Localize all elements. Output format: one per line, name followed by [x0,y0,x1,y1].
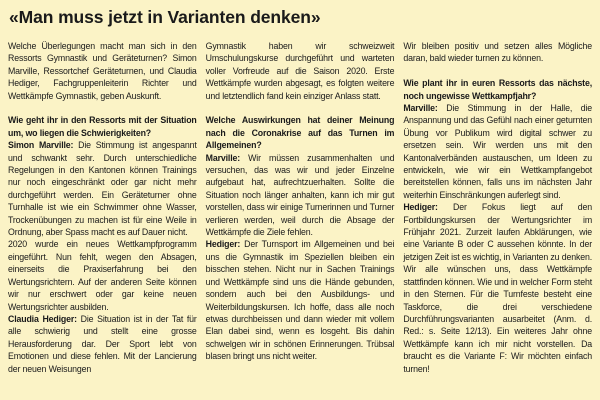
answer-text: Die Situation ist in der Tat für alle schwierig und stellt eine grosse Herausforderung dar. Der Sport lebt von Emotionen und diese fehlen. Mit der Lancierung der neuen Weisungen [8,313,197,374]
speaker-label: Marville: [205,152,241,163]
answer-4 [206,238,395,362]
answer-1-continued: 2020 wurde ein neues Wettkampfprogramm eingeführt. Nun fehlt, wegen den Absagen, einerseits die Praxiserfahrung bei den Wertungsrichtern. Auf der anderen Seite können wir nur erschwert oder gar keine neuen Wertungsrichter ausbilden. [8,239,197,312]
article-headline: «Man muss jetzt in Varianten denken» [9,7,321,27]
question-1: Wie geht ihr in den Ressorts mit der Situation um, wo liegen die Schwierigkeiten? [8,115,197,138]
column-1 [8,40,197,375]
continued-paragraph: Wir bleiben positiv und setzen alles Mögliche daran, bald wieder turnen zu können. [403,41,593,64]
intro-paragraph: Welche Überlegungen macht man sich in den Ressorts Gymnastik und Geräteturnen? Simon Marville, Ressortchef Geräteturnen, und Claudia Hediger, Fachgruppenleiterin Richter und Wettkämpfe Gymnastik, geben Auskunft. [8,41,197,101]
article-columns [8,40,592,375]
answer-2 [8,313,197,375]
answer-text: Die Stimmung in der Halle, die Anspannung und das Gefühl nach einer geturnten Übung vor Publikum wird digital schwer zu ersetzen sein. Wir werden uns mit den Kantonalverbänden austauschen, um Ideen zu entwickeln, wie wir ein Wettkampfangebot bereitstellen können, falls uns im nächsten Jahr weiterhin Einschränkungen auferlegt sind. [403,103,593,200]
question-3: Wie plant ihr in euren Ressorts das nächste, noch ungewisse Wettkampfjahr? [403,78,593,101]
question-2: Welche Auswirkungen hat deiner Meinung nach die Coronakrise auf das Turnen im Allgemeinen? [205,115,395,151]
column-3 [403,40,592,375]
answer-6 [403,201,592,375]
answer-text: Wir müssen zusammenhalten und versuchen, das was wir und jeder Einzelne aufgebaut hat, aufrechtzuerhalten. Sollte die Situation noch länger anhalten, kann ich mir gut vorstellen, dass wir einige Turnerinnen und Turner verlieren werden, weil durch die Absage der Wettkämpfe die Ziele fehlen. [205,152,395,238]
answer-5 [403,102,592,201]
continued-paragraph: Gymnastik haben wir schweizweit Umschulungskurse durchgeführt und warteten voller Vorfreude auf die Saison 2020. Erste Wettkämpfe wurden abgesagt, es folgten weitere und letztendlich fand kein einziger Anlass statt. [205,41,395,101]
speaker-label: Claudia Hediger: [8,313,77,324]
answer-text: Der Turnsport im Allgemeinen und bei uns die Gymnastik im Speziellen bleiben ein bisschen stehen. Nicht nur in Sachen Trainings und Wettkämpfe sind uns die Hände gebunden, sondern auch bei den Ausbildungs- und Weiterbildungskursen. Ich hoffe, dass alle noch etwas durchbeissen und dann wieder mit vollem Elan dabei sind, wenn es losgeht. Bis dahin schwelgen wir in schönen Erinnerungen. Trübsal blasen bringt uns nicht weiter. [205,239,395,362]
speaker-label: Marville: [403,103,438,114]
column-2 [206,40,395,375]
answer-text: Die Stimmung ist angespannt und schwankt sehr. Durch unterschiedliche Regelungen in den Kantonen können Trainings nur noch eingeschränkt oder gar nicht mehr durchgeführt werden. Ein Geräteturner ohne Turnhalle ist wie ein Schwimmer ohne Wasser, Trockenübungen zu machen ist für eine Weile in Ordnung, aber Spass macht es auf Dauer nicht. [8,140,197,238]
speaker-label: Hediger: [403,202,438,213]
answer-text: Der Fokus liegt auf den Fortbildungskursen der Wertungsrichter im Frühjahr 2021. Zurzeit laufen Abklärungen, wie eine Variante B oder C aussehen könnte. In der jetzigen Zeit ist es wichtig, in Varianten zu denken. Wir alle wünschen uns, dass Wettkämpfe stattfinden können. Wie und in welcher Form steht in den Sternen. Für die Turnfeste besteht eine Taskforce, die drei verschiedene Durchführungsvarianten ausarbeitet (Anm. d. Red.: s. Seite 12/13). Ein weiteres Jahr ohne Wettkämpfe kann ich mir nicht vorstellen. Da braucht es die Variante F: Wir möchten einfach turnen! [403,202,593,374]
speaker-label: Simon Marville: [8,140,74,151]
answer-1 [8,139,197,238]
answer-3 [206,152,395,239]
speaker-label: Hediger: [205,239,241,250]
